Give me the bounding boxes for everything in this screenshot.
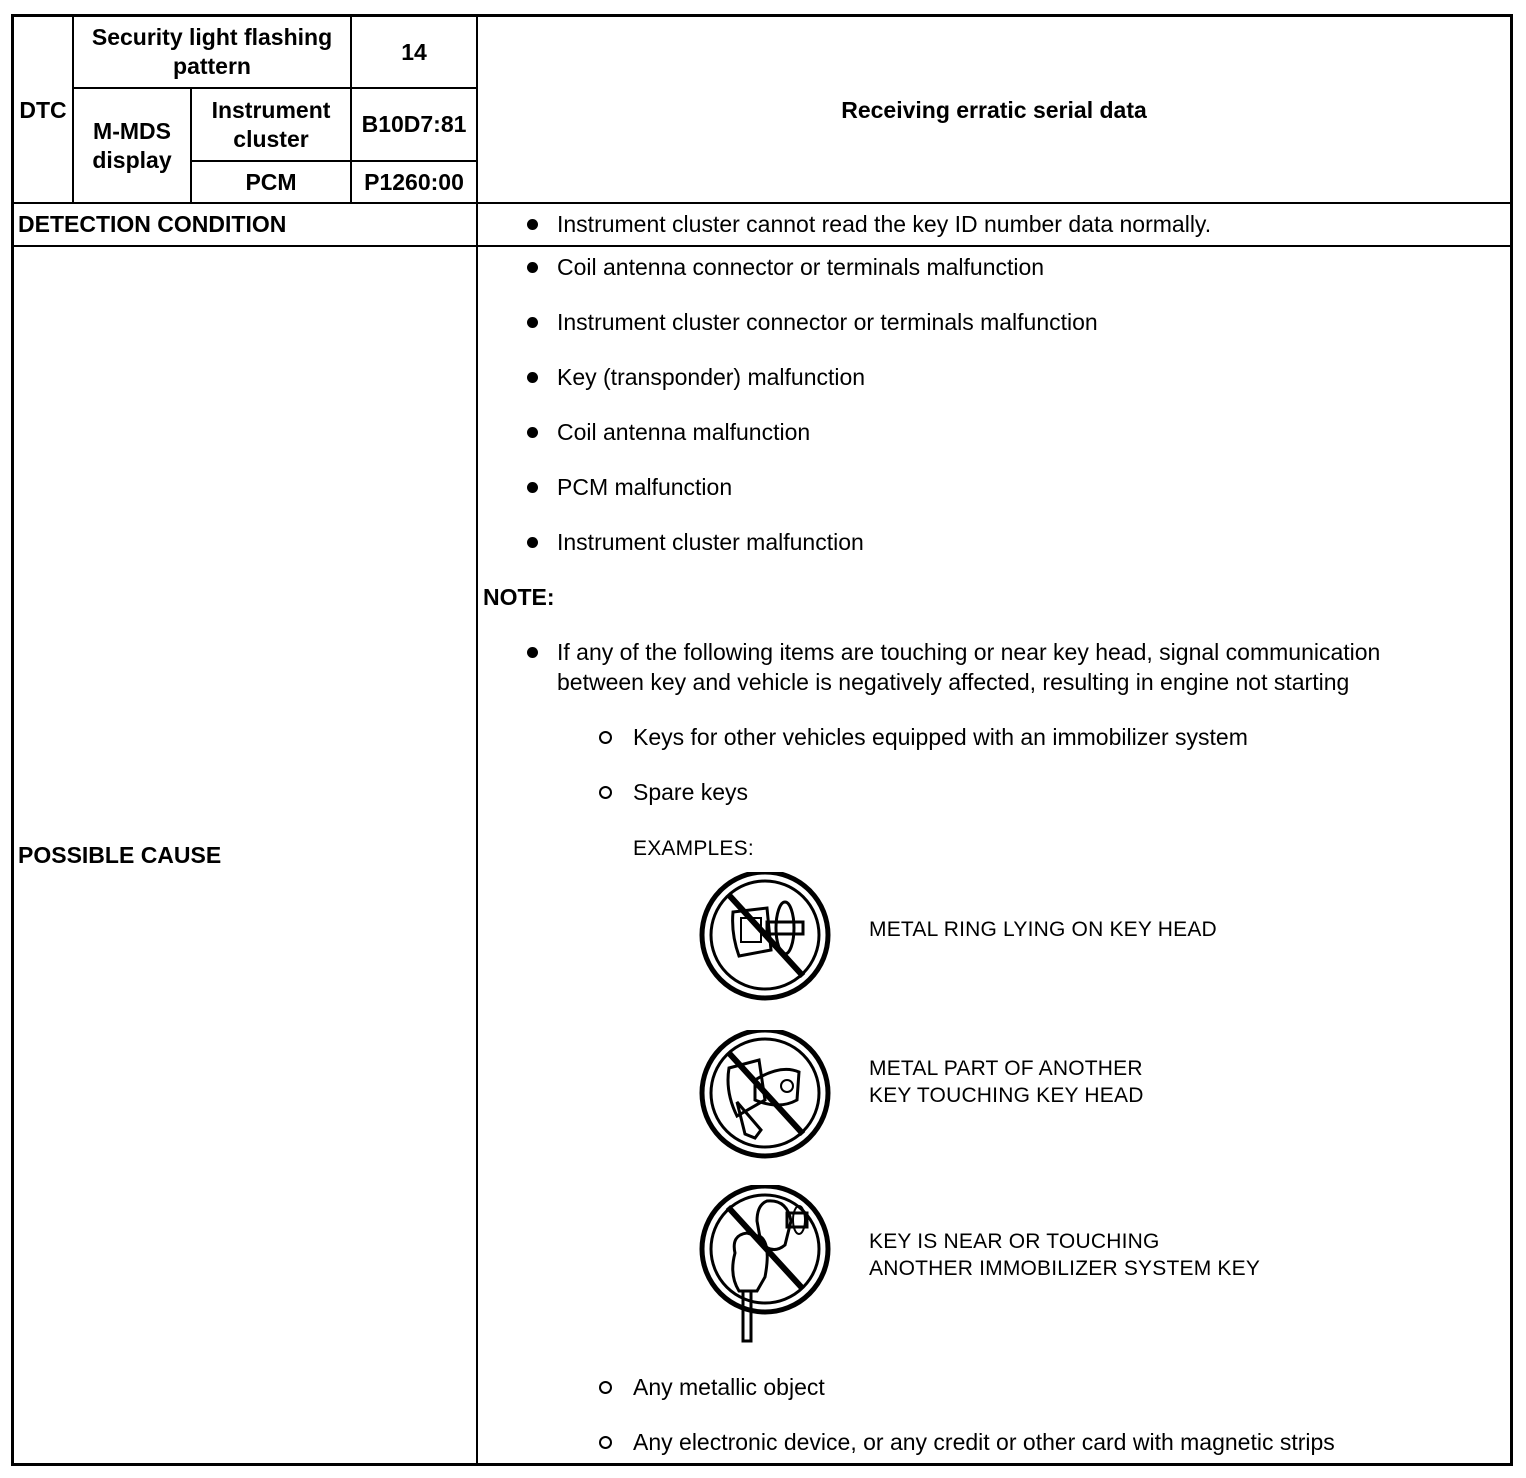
sub-item [478, 1372, 1508, 1404]
sub-item [478, 722, 1508, 754]
no-key-touching-icon [695, 1030, 835, 1160]
bullet-icon [527, 317, 538, 328]
note-label: NOTE: [483, 584, 555, 610]
dtc-description: Receiving erratic serial data [841, 96, 1147, 123]
hollow-bullet-icon [599, 1436, 612, 1449]
bullet-icon [527, 372, 538, 383]
sub-item-text: Any electronic device, or any credit or other card with magnetic strips [633, 1429, 1335, 1455]
example-caption: KEY IS NEAR OR TOUCHING [869, 1230, 1160, 1253]
sub-item-text: Spare keys [633, 779, 749, 805]
bullet-icon [527, 482, 538, 493]
note-text-line1: If any of the following items are touching or near key head, signal communication [557, 639, 1381, 665]
cause-item-text: Instrument cluster connector or terminals malfunction [557, 309, 1098, 335]
detection-item [478, 209, 1508, 241]
example-caption: METAL PART OF ANOTHER [869, 1057, 1143, 1080]
possible-cause-label: POSSIBLE CAUSE [18, 841, 222, 868]
cause-item-text: Key (transponder) malfunction [557, 364, 866, 390]
no-immobilizer-key-icon [695, 1185, 835, 1345]
no-metal-ring-icon [695, 872, 835, 1002]
note-text-line2: between key and vehicle is negatively affected, resulting in engine not starting [557, 669, 1350, 695]
detection-condition-label: DETECTION CONDITION [18, 211, 287, 237]
hollow-bullet-icon [599, 786, 612, 799]
pcm-label: PCM [245, 168, 297, 195]
grid-line [13, 245, 1511, 247]
note-item [478, 637, 1508, 699]
instrument-cluster-label: Instrument cluster [211, 96, 331, 152]
cause-item [478, 252, 1508, 284]
hollow-bullet-icon [599, 1381, 612, 1394]
sub-item [478, 777, 1508, 809]
instrument-cluster-code: B10D7:81 [361, 111, 467, 137]
bullet-icon [527, 262, 538, 273]
hollow-bullet-icon [599, 731, 612, 744]
cause-item [478, 362, 1508, 394]
cause-item [478, 417, 1508, 449]
cause-item-text: Instrument cluster malfunction [557, 529, 864, 555]
cause-item-text: PCM malfunction [557, 474, 733, 500]
cause-item-text: Coil antenna connector or terminals malfunction [557, 254, 1045, 280]
flash-pattern-value: 14 [401, 38, 427, 65]
example-caption: ANOTHER IMMOBILIZER SYSTEM KEY [869, 1257, 1261, 1280]
bullet-icon [527, 647, 538, 658]
bullet-icon [527, 537, 538, 548]
dtc-label: DTC [19, 96, 67, 123]
sub-item-text: Any metallic object [633, 1374, 825, 1400]
pcm-code: P1260:00 [364, 168, 464, 195]
example-caption: KEY TOUCHING KEY HEAD [869, 1084, 1144, 1107]
cause-item [478, 527, 1508, 559]
flash-pattern-label: Security light flashing pattern [91, 24, 333, 79]
examples-label: EXAMPLES: [633, 837, 754, 860]
cause-item [478, 472, 1508, 504]
cause-item [478, 307, 1508, 339]
sub-item-text: Keys for other vehicles equipped with an immobilizer system [633, 724, 1248, 750]
cause-item-text: Coil antenna malfunction [557, 419, 811, 445]
sub-item [478, 1427, 1508, 1459]
mmds-label: M-MDS display [92, 118, 172, 173]
bullet-icon [527, 427, 538, 438]
example-caption: METAL RING LYING ON KEY HEAD [869, 918, 1217, 941]
bullet-icon [527, 219, 538, 230]
detection-item-text: Instrument cluster cannot read the key ID number data normally. [557, 211, 1212, 237]
